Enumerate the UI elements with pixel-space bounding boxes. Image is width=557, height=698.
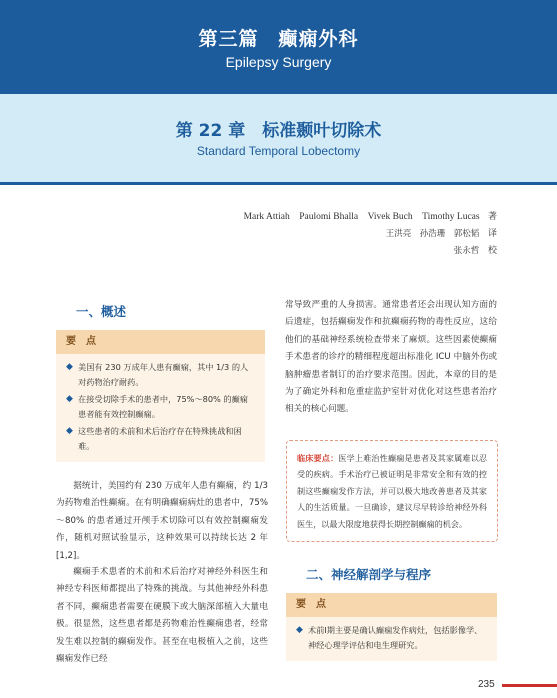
chapter-banner bbox=[0, 94, 557, 182]
keypoint-item: ◆ 术前Ⅰ期主要是确认癫痫发作病灶，包括影像学、神经心理学评估和电生理研究。 bbox=[296, 625, 483, 650]
authors-line bbox=[244, 208, 497, 222]
keypoints-title: 要 点 bbox=[56, 330, 265, 354]
keypoints-box bbox=[56, 330, 265, 462]
chapter-divider bbox=[0, 182, 557, 185]
footer-rule bbox=[502, 684, 557, 687]
part-banner bbox=[0, 0, 557, 94]
keypoint-item: ◆ 美国有 230 万成年人患有癫痫，其中 1/3 的人对药物治疗耐药。 bbox=[66, 362, 249, 387]
keypoint-item: ◆ 在接受切除手术的患者中，75%～80% 的癫痫患者能有效控制癫痫。 bbox=[66, 394, 248, 419]
clinical-points-box bbox=[286, 440, 498, 542]
section-heading-overview: 一、概述 bbox=[76, 304, 127, 319]
translators-line bbox=[386, 226, 497, 239]
keypoints-list bbox=[286, 617, 497, 661]
diamond-bullet-icon: ◆ bbox=[296, 625, 303, 635]
keypoints-box-2 bbox=[286, 593, 497, 661]
body-paragraph: 癫痫手术患者的术前和术后治疗对神经外科医生和神经专科医师都提出了特殊的挑战。与其他神经外科患者不同，癫痫患者需要在硬膜下或大脑深部植入大量电极。很显然，这些患者都是药物难治性癫痫患者，经常发生难以控制的癫痫发作。甚至在电极植入之前，这些癫痫发作已经 bbox=[56, 567, 268, 665]
reviewer: 张永哲 bbox=[453, 246, 480, 256]
part-subtitle: Epilepsy Surgery bbox=[225, 54, 332, 70]
keypoints-title: 要 点 bbox=[286, 593, 497, 617]
clinical-points-label: 临床要点： bbox=[297, 453, 339, 463]
diamond-bullet-icon: ◆ bbox=[66, 362, 73, 372]
translators: 王洪亮 孙浩珊 郭松韬 bbox=[385, 229, 480, 239]
keypoints-list bbox=[56, 354, 265, 462]
part-title: 第三篇 癫痫外科 bbox=[198, 28, 359, 50]
section-heading-neuroanatomy: 二、神经解剖学与程序 bbox=[306, 567, 432, 582]
translators-tag: 译 bbox=[487, 229, 497, 239]
diamond-bullet-icon: ◆ bbox=[66, 426, 73, 436]
body-paragraph: 常导致严重的人身损害。通常患者还会出现认知方面的后遗症，包括癫痫发作和抗癫痫药物的毒性反应，这给他们的基础神经系统检查带来了麻烦。这些因素使癫痫手术患者的诊疗的精细程度超出标准化 ICU 中脑外伤或脑肿瘤患者制订的治疗要求范围。因此，本章的目的是为了确定外科和危重症监护室针对优化对这些患者治疗相关的核心问题。 bbox=[285, 300, 497, 415]
reviewer-line bbox=[454, 243, 497, 256]
page-number: 235 bbox=[478, 679, 495, 690]
chapter-title: 第 22 章 标准颞叶切除术 bbox=[175, 121, 382, 141]
diamond-bullet-icon: ◆ bbox=[66, 394, 73, 404]
body-paragraph: 据统计，美国约有 230 万成年人患有癫痫，约 1/3 为药物难治性癫痫。在有明确癫痫病灶的患者中，75%～80% 的患者通过开颅手术切除可以有效控制癫痫发作，随机对照试验显示，这种效果可以持续长达 2 年 [1,2]。 bbox=[56, 481, 268, 561]
chapter-subtitle: Standard Temporal Lobectomy bbox=[196, 144, 361, 158]
clinical-points-text: 医学上难治性癫痫是患者及其家属难以忍受的疾病。手术治疗已被证明是非常安全和有效的控制这些癫痫发作方法，并可以极大地改善患者及其家人的生活质量。一旦确诊，建议尽早转诊给神经外科医生，以最大限度地获得长期控制癫痫的机会。 bbox=[297, 453, 487, 529]
keypoint-item: ◆ 这些患者的术前和术后治疗存在特殊挑战和困难。 bbox=[66, 426, 242, 451]
authors-tag: 著 bbox=[487, 212, 497, 222]
reviewer-tag: 校 bbox=[487, 246, 497, 256]
authors: Mark Attiah Paulomi Bhalla Vivek Buch Timothy Lucas bbox=[243, 212, 480, 222]
